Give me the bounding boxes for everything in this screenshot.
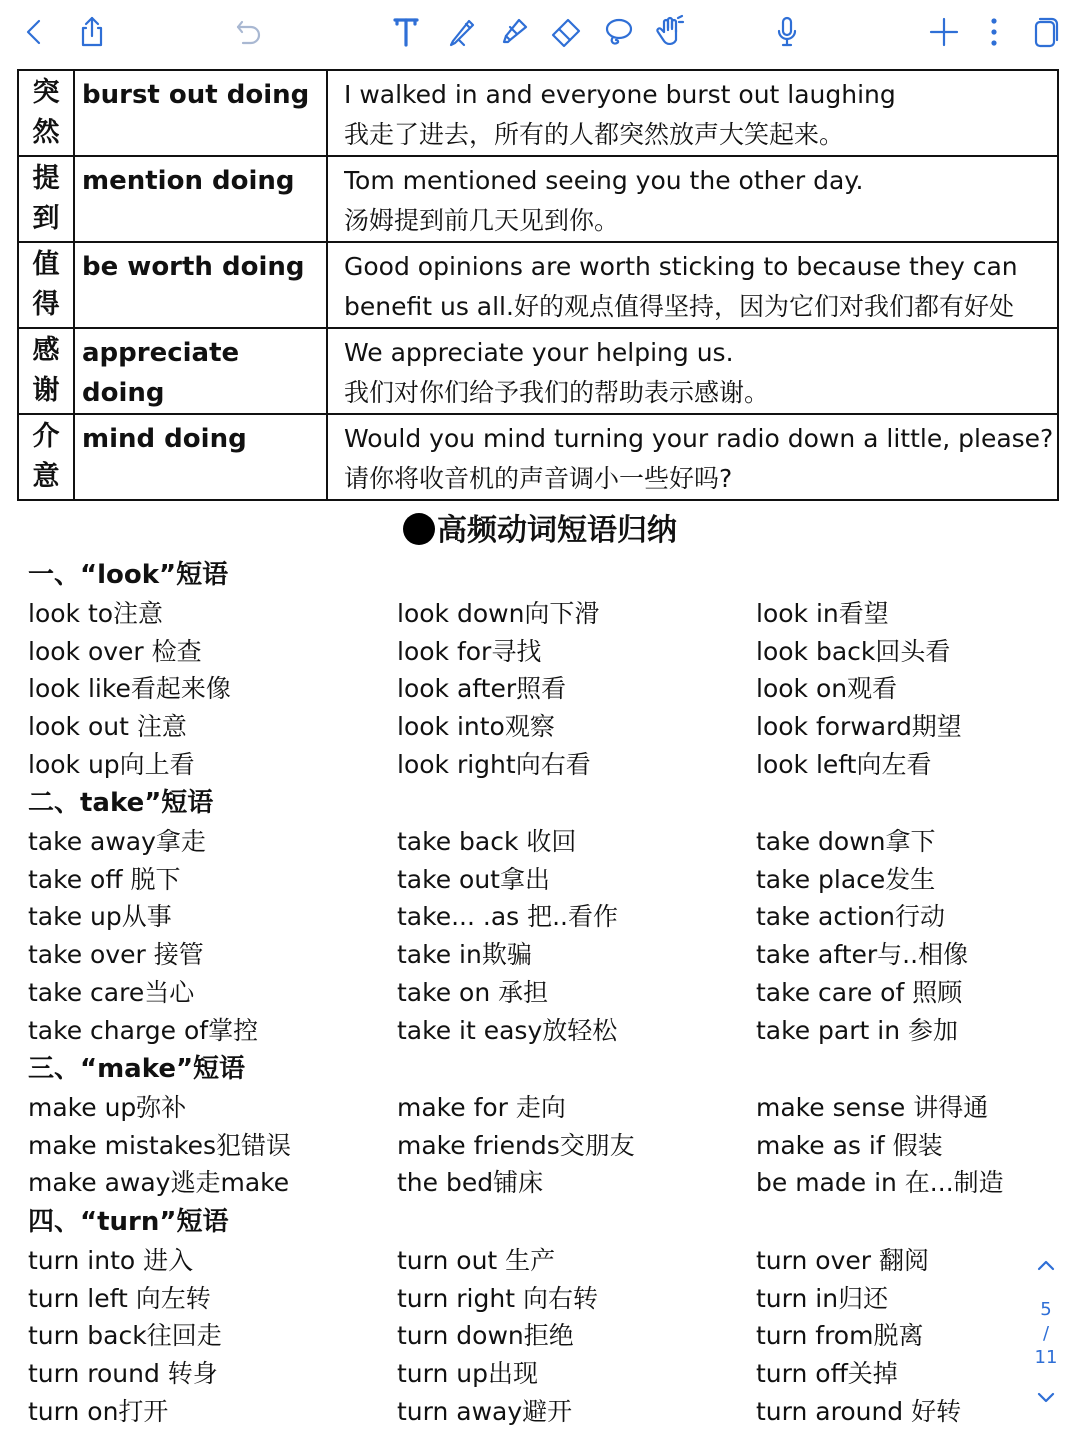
phrase-item: take care of 照顾 [756,977,963,1007]
table-row [18,414,1058,500]
phrase-item: take off 脱下 [28,864,181,894]
table-row [18,156,1058,242]
phrase-item: make up弥补 [28,1093,187,1122]
example-en: I walked in and everyone burst out laughing [344,80,896,109]
phrase-item: turn away避开 [397,1396,573,1426]
top-toolbar [0,0,1080,62]
phrase-item: turn off关掉 [756,1359,898,1389]
phrase-item: look after照看 [397,674,567,704]
page-indicator [1026,1298,1066,1370]
phrase-item: look on观看 [756,674,898,704]
pages-icon [1027,14,1063,50]
pen-tool-button[interactable] [442,12,482,52]
phrase-item: turn over 翻阅 [756,1246,929,1275]
phrase-item: look back回头看 [756,636,951,666]
phrase-item: make friends交朋友 [397,1130,635,1160]
row-label-text: 感 谢 [32,335,60,406]
phrase-item: be made in 在...制造 [756,1168,1004,1198]
phrase-item: make sense 讲得通 [756,1093,989,1122]
example-zh: 我走了进去，所有的人都突然放声大笑起来。 [344,120,845,149]
example-en: Would you mind turning your radio down a little, please? [344,424,1054,453]
table-row [18,70,1058,156]
phrase-item: turn right 向右转 [397,1283,598,1313]
plus-icon [926,14,962,50]
text-tool-button[interactable] [386,12,426,52]
lasso-tool-button[interactable] [598,12,638,52]
phrase-cell: appreciate doing [74,328,327,414]
share-button[interactable] [72,12,112,52]
bullet-dot-icon [403,513,435,545]
row-label-text: 介 意 [32,421,60,492]
page-up-button[interactable] [1026,1254,1066,1281]
phrase-cell: mind doing [74,414,327,500]
phrase-item: turn on打开 [28,1396,169,1426]
eraser-icon [548,14,584,50]
row-label-text: 提 到 [32,163,60,234]
phrase-item: turn left 向左转 [28,1283,211,1313]
example-cell [327,156,1058,242]
row-label-text: 突 然 [32,77,60,148]
page-separator: / [1042,1323,1050,1344]
lasso-icon [600,14,636,50]
phrase-item: the bed铺床 [397,1168,544,1198]
phrase-item: take after与..相像 [756,940,969,970]
example-cell [327,328,1058,414]
phrase-item: look up向上看 [28,749,195,779]
phrase-item: look over 检查 [28,636,202,666]
back-button[interactable] [14,12,54,52]
page-down-button[interactable] [1026,1386,1066,1413]
example-zh: 请你将收音机的声音调小一些好吗? [344,464,733,493]
chevron-left-icon [16,14,52,50]
phrase-item: look for寻找 [397,636,542,666]
phrase-item: take back 收回 [397,827,577,856]
group-heading: 三、“make”短语 [28,1054,246,1084]
phrase-item: take charge of掌控 [28,1015,259,1045]
chevron-down-icon [1035,1386,1057,1408]
phrase-item: make as if 假装 [756,1130,943,1160]
example-zh: 汤姆提到前几天见到你。 [344,206,620,235]
phrase-item: look forward期望 [756,712,962,742]
phrase-item: look to注意 [28,599,164,628]
undo-icon [230,14,266,50]
phrase-item: take up从事 [28,902,172,932]
more-icon [976,14,1012,50]
example-en: Good opinions are worth sticking to because they can [344,252,1018,281]
phrase-item: turn into 进入 [28,1246,194,1275]
phrase-item: turn down拒绝 [397,1321,574,1351]
row-label-text: 值 得 [32,249,60,320]
hand-tool-button[interactable] [650,12,690,52]
total-pages: 11 [1034,1347,1058,1368]
phrase-item: take action行动 [756,902,945,932]
example-en: We appreciate your helping us. [344,338,734,367]
highlighter-icon [496,14,532,50]
row-label [18,156,74,242]
phrase-table [17,69,1059,501]
phrase-item: take away拿走 [28,827,206,856]
example-zh: benefit us all.好的观点值得坚持，因为它们对我们都有好处 [344,292,1014,321]
phrase-item: look in看望 [756,599,889,628]
phrase-item: turn in归还 [756,1283,889,1313]
row-label [18,328,74,414]
phrase-cell: mention doing [74,156,327,242]
example-cell [327,242,1058,328]
example-cell [327,414,1058,500]
example-cell [327,70,1058,156]
pen-icon [444,14,480,50]
add-button[interactable] [924,12,964,52]
phrase-item: turn from脱离 [756,1321,924,1351]
phrase-item: turn back往回走 [28,1321,222,1351]
phrase-item: look like看起来像 [28,674,231,704]
phrase-item: look right向右看 [397,749,591,779]
phrase-item: take it easy放轻松 [397,1015,618,1045]
phrase-item: make mistakes犯错误 [28,1130,292,1160]
microphone-button[interactable] [767,12,807,52]
phrase-item: look into观察 [397,712,555,742]
chevron-up-icon [1035,1254,1057,1276]
phrase-item: look left向左看 [756,749,932,779]
phrase-item: take out拿出 [397,864,550,894]
phrase-item: take care当心 [28,977,195,1007]
phrase-item: turn up出现 [397,1359,538,1389]
phrase-item: take in欺骗 [397,940,532,970]
example-en: Tom mentioned seeing you the other day. [344,166,864,195]
text-tool-icon [388,14,424,50]
table-row [18,242,1058,328]
phrase-item: turn round 转身 [28,1359,218,1389]
phrase-cell: be worth doing [74,242,327,328]
share-icon [74,14,110,50]
phrase-item: look out 注意 [28,712,187,742]
eraser-tool-button[interactable] [546,12,586,52]
more-button[interactable] [974,12,1014,52]
phrase-item: look down向下滑 [397,599,600,628]
phrase-item: take down拿下 [756,827,936,856]
example-zh: 我们对你们给予我们的帮助表示感谢。 [344,378,770,407]
undo-button[interactable] [228,12,268,52]
microphone-icon [769,14,805,50]
row-label [18,70,74,156]
table-row [18,328,1058,414]
hand-tool-icon [652,14,688,50]
highlighter-tool-button[interactable] [494,12,534,52]
phrase-item: take place发生 [756,864,936,894]
row-label [18,414,74,500]
current-page: 5 [1040,1299,1052,1320]
pages-button[interactable] [1025,12,1065,52]
phrase-cell: burst out doing [74,70,327,156]
row-label [18,242,74,328]
phrase-item: take on 承担 [397,977,549,1007]
group-heading: 四、“turn”短语 [28,1207,229,1237]
phrase-item: make away逃走make [28,1168,290,1198]
phrase-item: take part in 参加 [756,1015,958,1045]
phrase-item: turn around 好转 [756,1396,962,1426]
section-title-text: 高频动词短语归纳 [437,513,677,548]
phrase-item: turn out 生产 [397,1246,556,1275]
group-heading: 二、take”短语 [28,788,214,818]
group-heading: 一、“look”短语 [28,560,229,590]
phrase-item: take over 接管 [28,940,204,970]
section-title [0,508,1080,554]
phrase-item: make for 走向 [397,1093,566,1122]
phrase-item: take... .as 把..看作 [397,902,619,932]
